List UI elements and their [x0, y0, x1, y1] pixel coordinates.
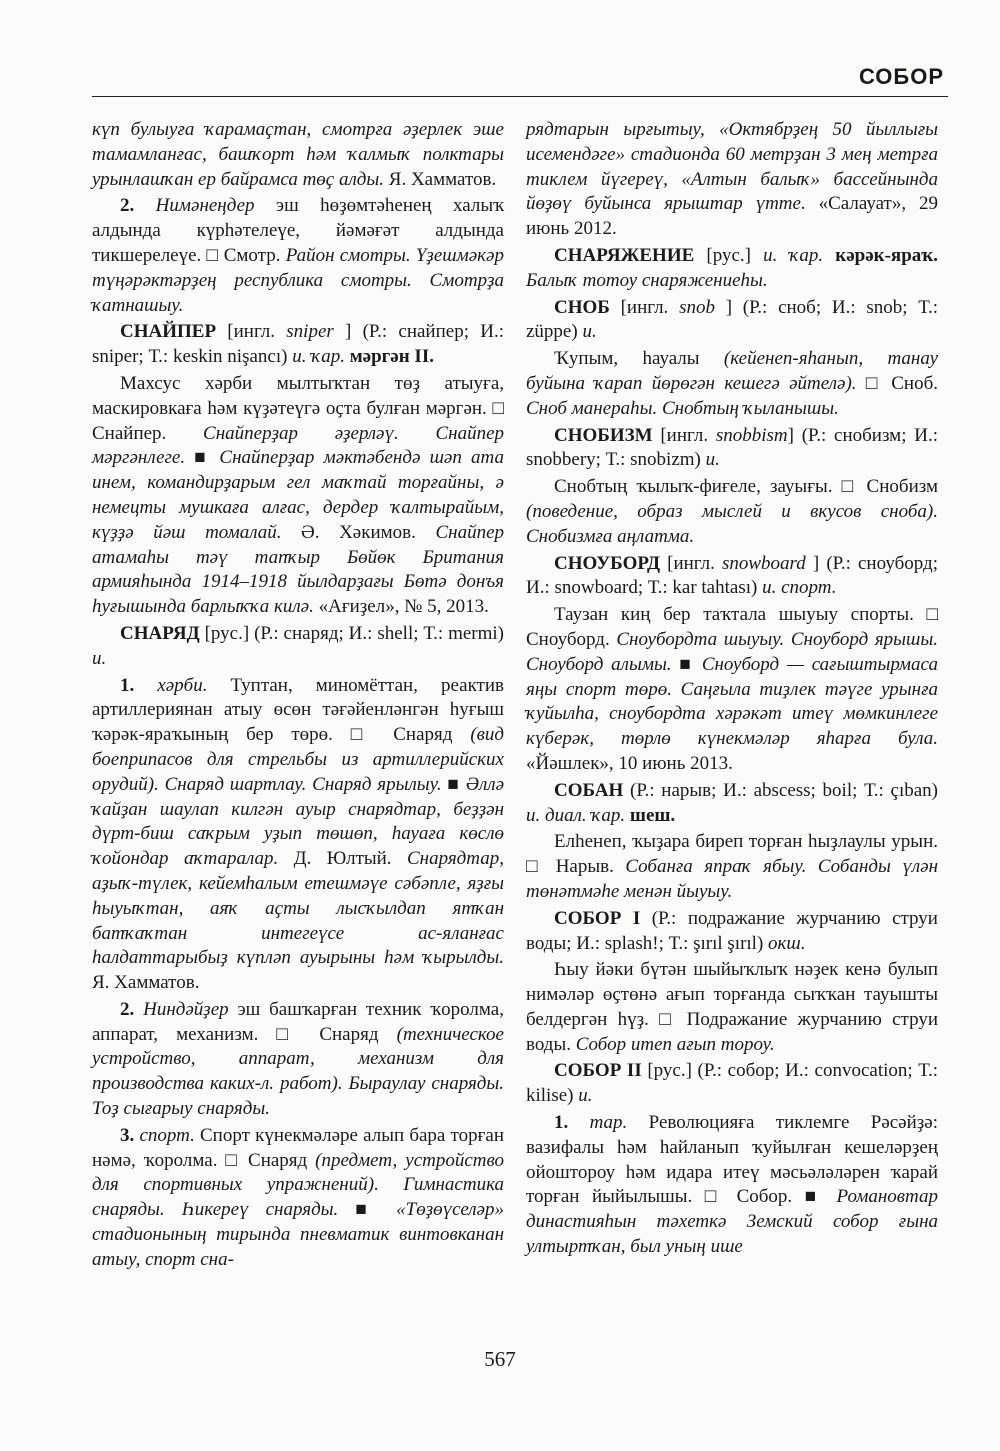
italic-text: (техническое устройство, аппарат, механизм для производства каких-л. работ). Быраулау снаряды. Тоҙ сығарыу снаряды.: [92, 1023, 504, 1120]
italic-text: Ниндәйҙер: [143, 998, 229, 1020]
body-text: Һыу йәки бүтән шыйыҡлыҡ нәҙек кенә булып нимәләр өҫтөнә ағып торғанда сыҡҡан тауышты белдергән һүҙ. □ Подражание журчанию струи воды.: [526, 959, 938, 1055]
headword-text: шеш.: [629, 804, 676, 826]
body-text: [134, 675, 157, 696]
body-text: ] (Р.: снайпер; И.: sniper; Т.: keskin nişancı): [92, 321, 504, 368]
body-text: [134, 195, 155, 216]
italic-text: snowboard: [721, 552, 806, 574]
headword-text: 2.: [120, 998, 135, 1020]
italic-text: Снарядтар, аҙыҡ-түлек, кейемһалым етешмәүе сәбәпле, яҙғы һыуыҡтан, аяҡ аҫты лысҡылдап ятҡан батҡаҡтан интегеүсе ас-яланғас һалдаттарыбыҙ күпләп ауырыны һәм ҡырылды.: [92, 848, 504, 969]
italic-text: (предмет, устройство для спортивных упражнений). Гимнастика снаряды. Һикереү снаряды. ■ «Төҙөүселәр» стадионының тирында пневматик винтовканан атыу, спорт сна-: [92, 1149, 504, 1270]
headword-text: 1.: [120, 674, 135, 696]
body-text: ] (Р.: сноуборд; И.: snowboard; Т.: kar tahtası): [526, 552, 938, 599]
italic-text: Район смотры. Үҙешмәкәр түңәрәктәрҙең республика смотры. Смотрҙа ҡатнашыу.: [92, 244, 504, 316]
body-text: Снобтың ҡылыҡ-фиғеле, зауығы. □ Снобизм: [554, 476, 938, 498]
entry-paragraph: [526, 475, 938, 549]
italic-text: күп булыуға ҡарамаҫтан, смотрға әҙерлек эше тамамланғас, башҡорт һәм ҡалмыҡ полктары урынлашҡан ер байрамса төҫ алды.: [92, 119, 504, 190]
entry-paragraph: [92, 674, 504, 996]
italic-text: и. ҡар.: [763, 244, 824, 266]
italic-text: Сноубордта шыуыу. Сноуборд ярышы. Сноуборд алымы. ■ Сноуборд — сағыштырмаса яңы спорт төрө. Саңғыла тиҙлек тәүге урынға ҡуйылһа, сноубордта хәрәкәт итеү мөмкинлеге күберәк, төрлө күнекмәләр яһарға була.: [526, 628, 938, 750]
italic-text: ■ Романовтар династияһын тәхеткә Земский собор ғына ултыртҡан, был уның ише: [526, 1186, 938, 1258]
body-text: ] (Р.: снобизм; И.: snobbery; Т.: snobizm): [526, 424, 938, 471]
headword-text: кәрәк-яраҡ.: [835, 244, 938, 266]
entry-paragraph: [92, 320, 504, 370]
italic-text: Собанға япраҡ ябыу. Собанды үлән төнәтмәһе менән йыуыу.: [526, 856, 938, 902]
italic-text: snobbism: [715, 424, 788, 446]
headword-text: СНАРЯЖЕНИЕ: [554, 244, 695, 266]
italic-text: рядтарын ырғытыу, «Октябрҙең 50 йыллығы исемендәге» стадионда 60 метрҙан 3 мең метрға тиклем йүгереү, «Алтын балыҡ» бассейнында йөҙөү буйынса ярыштар үтте.: [526, 119, 938, 215]
body-text: [ингл.: [660, 552, 722, 574]
headword-text: СНАРЯД: [120, 622, 200, 644]
body-text: Д. Юлтый.: [278, 848, 407, 870]
italic-text: и. диал. ҡар.: [526, 804, 626, 826]
entry-paragraph: [526, 296, 938, 346]
entry-paragraph: [526, 424, 938, 474]
italic-text: и. ҡар.: [292, 346, 345, 368]
headword-text: СНАЙПЕР: [120, 321, 217, 343]
entry-paragraph: [92, 194, 504, 318]
body-text: Ә. Хәкимов.: [281, 521, 436, 543]
italic-text: (поведение, образ мыслей и вкусов сноба). Снобизмға аңлатма.: [526, 500, 938, 547]
entry-paragraph: [526, 347, 938, 421]
body-text: Я. Хамматов.: [92, 972, 200, 994]
body-text: «Салауат», 29 июнь 2012.: [526, 193, 938, 240]
left-column: [92, 118, 504, 1275]
headword-text: СОБОР I: [554, 907, 641, 929]
italic-text: спорт.: [139, 1124, 195, 1146]
body-text: Туптан, миномёттан, реактив артиллериянан атыу өсөн тәғәйенләнгән һуғыш ҡәрәк-яраҡының бер төрө. □ Снаряд: [92, 674, 504, 746]
body-text: [134, 999, 143, 1020]
body-text: ] (Р.: сноб; И.: snob; Т.: züppe): [526, 296, 938, 343]
entry-paragraph: [526, 1111, 938, 1260]
continued-paragraph: [92, 118, 504, 192]
italic-text: и.: [578, 1085, 593, 1107]
page-number: 567: [484, 1347, 516, 1371]
entry-paragraph: [526, 958, 938, 1057]
headword-text: СОБАН: [554, 779, 624, 801]
page-header: [92, 58, 948, 97]
italic-text: и.: [582, 321, 597, 343]
entry-paragraph: [92, 1124, 504, 1273]
headword-text: СНОБ: [554, 296, 610, 318]
headword-text: СНОБИЗМ: [554, 424, 653, 446]
headword-text: СОБОР II: [554, 1060, 642, 1082]
italic-text: snob: [679, 296, 715, 318]
entry-paragraph: [526, 552, 938, 602]
headword-text: СНОУБОРД: [554, 552, 661, 574]
headword-text: 1.: [554, 1112, 569, 1134]
body-text: [рус.] (Р.: снаряд; И.: shell; Т.: mermi): [199, 622, 504, 644]
italic-text: хәрби.: [157, 674, 208, 696]
right-column: [526, 118, 938, 1262]
italic-text: Нимәнеңдер: [155, 195, 255, 217]
body-text: [рус.]: [694, 244, 764, 266]
italic-text: Снайпер атамаһы тәү тапҡыр Бөйөк Британия армияһында 1914–1918 йылдарҙағы Бөтә донъя һуғышында барлыҡҡа килә.: [92, 521, 505, 618]
body-text: Елһенеп, ҡыҙара биреп торған һыҙлаулы урын. □ Нарыв.: [526, 831, 938, 878]
italic-text: Снайперҙар әҙерләү. Снайпер мәргәнлеге. ■ Снайперҙар мәктәбендә шәп ата инем, командирҙарым гел маҡтай торғайны, ә немецты мушкаға алғас, дердер ҡалтырайым, күҙҙә йәш томалай.: [92, 422, 504, 543]
body-text: эш башҡарған техник ҡоролма, аппарат, механизм. □ Снаряд: [92, 998, 504, 1045]
entry-paragraph: [92, 998, 504, 1122]
italic-text: и.: [92, 647, 107, 669]
body-text: [ингл.: [216, 321, 287, 343]
italic-text: и.: [705, 449, 720, 471]
entry-paragraph: [92, 622, 504, 672]
italic-text: и. спорт.: [762, 577, 837, 599]
headword-text: мәргән II.: [349, 346, 434, 368]
body-text: Таузан киң бер таҡтала шыуыу спорты. □ Сноуборд.: [526, 604, 938, 650]
entry-paragraph: [526, 830, 938, 904]
italic-text: окш.: [768, 932, 806, 954]
entry-paragraph: [526, 779, 938, 829]
body-text: Ҡупым, һауалы: [554, 348, 724, 370]
continued-paragraph: [526, 118, 938, 242]
body-text: [ингл.: [609, 296, 680, 318]
entry-paragraph: [526, 907, 938, 957]
running-head: СОБОР: [858, 64, 944, 89]
body-text: [ингл.: [652, 424, 716, 446]
body-text: Я. Хамматов.: [384, 168, 497, 190]
body-text: (Р.: подражание журчанию струи воды; И.: splash!; Т.: şırıl şırıl): [526, 907, 938, 954]
body-text: эш һөҙөмтәһенең халыҡ алдында күрһәтелеүе, йәмәғәт алдында тикшерелеүе. □ Смотр.: [92, 195, 504, 266]
body-text: Махсус хәрби мылтыҡтан төҙ атыуға, маскировкаға һәм күҙәтеүгә оҫта булған мәргән. □ Снайпер.: [92, 372, 504, 444]
body-text: □ Сноб.: [856, 372, 939, 394]
body-text: [рус.] (Р.: собор; И.: convocation; Т.: kilise): [526, 1060, 938, 1107]
entry-paragraph: [526, 603, 938, 777]
body-text: Революцияға тиклемге Рәсәйҙә: вазифалы һәм һайланып ҡуйылған кешеләрҙең ойоштороу һәм идара итеү мәсьәләләрен ҡарай торған йыйылышы. □ Собор.: [526, 1112, 939, 1208]
italic-text: (вид боеприпасов для стрельбы из артиллерийских орудий). Снаряд шартлау. Снаряд ярылыу. ■ Әллә ҡайҙан шаулап килгән ауыр снарядтар, беҙҙән дүрт-биш саҡрым уҙып төшөп, һауаға көслө ҡойондар аҡтаралар.: [92, 724, 504, 870]
headword-text: 2.: [120, 195, 135, 217]
italic-text: Сноб манераһы. Снобтың ҡыланышы.: [526, 397, 839, 419]
italic-text: (кейенеп-яһанып, танау буйына ҡарап йөрөгән кешегә әйтелә).: [526, 348, 939, 394]
headword-text: 3.: [120, 1124, 135, 1146]
entry-paragraph: [526, 1059, 938, 1109]
body-text: [568, 1112, 589, 1133]
body-text: [823, 245, 835, 266]
italic-text: sniper: [286, 321, 334, 343]
body-text: «Ағиҙел», № 5, 2013.: [313, 596, 489, 618]
italic-text: тар.: [589, 1112, 628, 1134]
italic-text: Балыҡ тотоу снаряжениеһы.: [526, 269, 768, 291]
body-text: «Йәшлек», 10 июнь 2013.: [526, 752, 733, 774]
entry-paragraph: [526, 244, 938, 294]
entry-paragraph: [92, 372, 504, 620]
body-text: (Р.: нарыв; И.: abscess; boil; Т.: çıban): [623, 779, 938, 801]
body-text: Спорт күнекмәләре алып бара торған нәмә, ҡоролма. □ Снаряд: [92, 1124, 504, 1171]
italic-text: Собор итеп ағып тороу.: [575, 1033, 775, 1055]
